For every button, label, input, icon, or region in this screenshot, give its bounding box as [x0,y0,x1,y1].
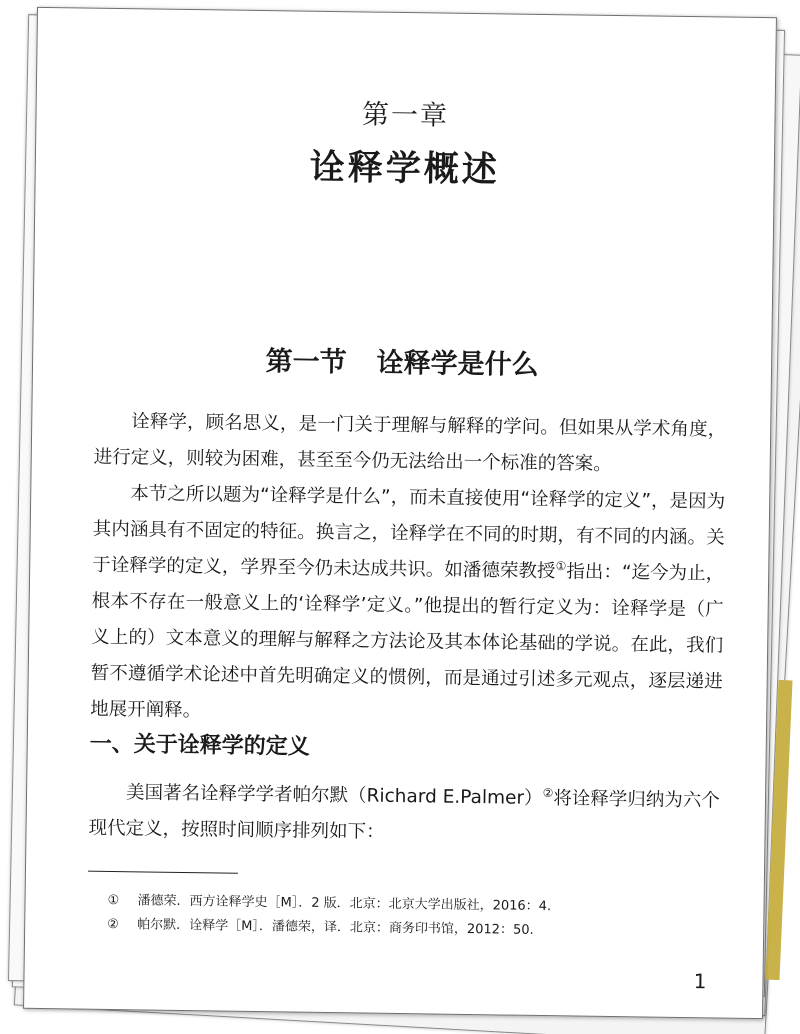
page-number: 1 [693,969,707,994]
section-heading [33,336,771,385]
paragraph-2-text: 本节之所以题为“诠释学是什么”，而未直接使用“诠释学的定义”，是因为其内涵具有不固定的特征。换言之，诠释学在不同的时期，有不同的内涵。关于诠释学的定义，学界至今仍未达成共识。如潘德荣教授 [92,483,726,583]
footnote-text: 潘德荣．西方诠释学史［M］．2 版．北京：北京大学出版社，2016：4. [137,893,552,915]
paragraph-3-text: 美国著名诠释学学者帕尔默（Richard E.Palmer） [125,782,543,810]
chapter-label: 第一章 [361,99,450,132]
subheading: 一、关于诠释学的定义 [89,731,310,760]
section-title: 诠释学是什么 [376,347,539,381]
footnote-divider [88,871,238,874]
paragraph-1: 诠释学，顾名思义，是一门关于理解与解释的学问。但如果从学术角度，进行定义，则较为困难，甚至至今仍无法给出一个标准的答案。 [93,411,727,475]
footnote-ref-2[interactable]: ② [542,785,554,801]
footnote-text: 帕尔默．诠释学［M］．潘德荣，译．北京：商务印书馆，2012：50. [137,917,534,938]
paragraph-3 [88,775,721,856]
footnotes [107,889,708,945]
chapter-title: 诠释学概述 [309,147,501,191]
footnote-mark: ① [107,892,120,909]
footnote-ref-1[interactable]: ① [555,559,567,574]
section-number: 第一节 [265,346,347,379]
paragraph-2 [90,476,725,737]
body-text [90,404,726,737]
front-page [23,7,777,1019]
footnote-mark: ② [107,916,119,933]
paragraph-2-continued: 指出：“迄今为止，根本不存在一般意义上的‘诠释学’定义。”他提出的暂行定义为：诠释学是（广义上的）文本意义的理解与解释之方法论及其本体论基础的学说。在此，我们暂不遵循学术论述中首先明确定义的惯例，而是通过引述多元观点，逐层递进地展开阐释。 [90,561,725,722]
paragraph-3-continued: 将诠释学归纳为六个现代定义，按照时间顺序排列如下： [88,788,720,843]
body-text-continued [88,775,721,856]
